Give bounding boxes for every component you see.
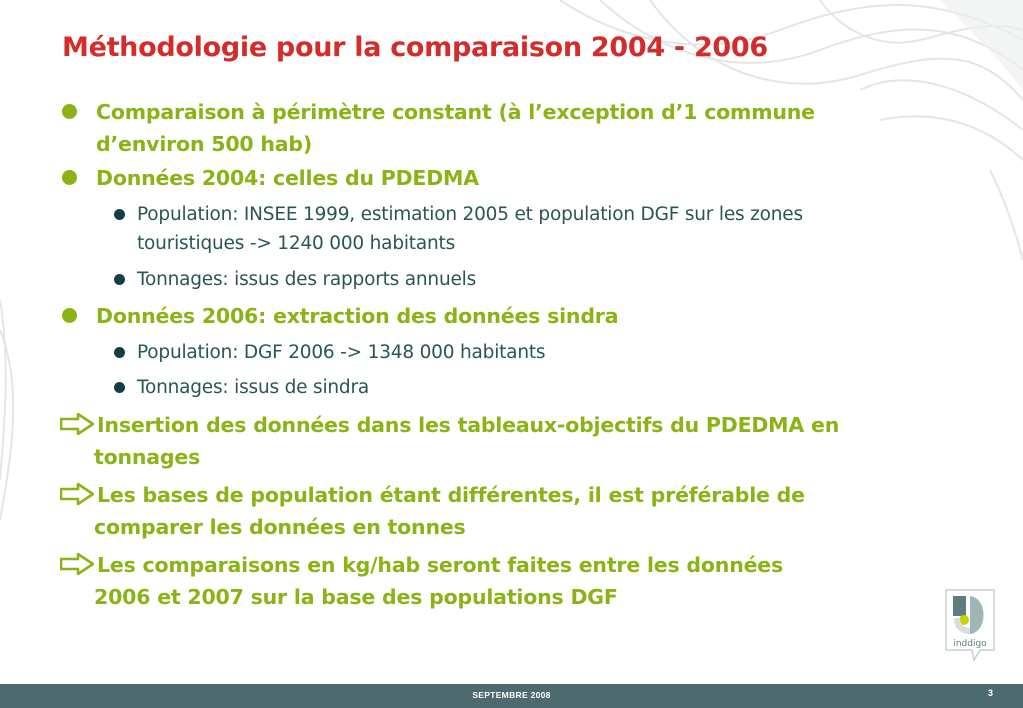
- list-item: [137, 200, 977, 258]
- list-item-line: 2006 et 2007 sur la base des populations DGF: [94, 585, 618, 609]
- list-item-line: touristiques -> 1240 000 habitants: [137, 233, 456, 254]
- list-item: [60, 549, 960, 613]
- list-item-line: Population: DGF 2006 -> 1348 000 habitants: [137, 342, 546, 363]
- bullet-icon: [62, 104, 77, 119]
- list-item-line: Comparaison à périmètre constant (à l’exception d’1 commune: [96, 100, 815, 124]
- list-item: [96, 300, 976, 332]
- list-item-line: Population: INSEE 1999, estimation 2005 et population DGF sur les zones: [137, 204, 803, 225]
- list-item: [96, 96, 976, 160]
- list-item-line: Les comparaisons en kg/hab seront faites entre les données: [97, 553, 783, 577]
- bullet-icon: [114, 347, 125, 358]
- list-item-line: Tonnages: issus de sindra: [137, 377, 369, 398]
- list-item-line: Tonnages: issus des rapports annuels: [137, 269, 477, 290]
- right-arrow-icon: [60, 483, 94, 505]
- list-item: [60, 479, 960, 543]
- list-item-line: Données 2006: extraction des données sindra: [96, 304, 619, 328]
- list-item: [137, 373, 977, 402]
- right-arrow-icon: [60, 413, 94, 435]
- list-item: [137, 338, 977, 367]
- list-item: [96, 162, 976, 194]
- bullet-icon: [62, 170, 77, 185]
- bullet-icon: [114, 274, 125, 285]
- list-item-line: tonnages: [94, 445, 201, 469]
- inddigo-logo: [944, 588, 996, 662]
- bullet-icon: [114, 209, 125, 220]
- list-item: [137, 265, 977, 294]
- list-item-line: Données 2004: celles du PDEDMA: [96, 166, 479, 190]
- list-item-line: Les bases de population étant différentes, il est préférable de: [97, 483, 805, 507]
- list-item-line: Insertion des données dans les tableaux-objectifs du PDEDMA en: [97, 413, 840, 437]
- logo-text: inddigo: [953, 639, 987, 649]
- list-item: [60, 409, 960, 473]
- list-item-line: d’environ 500 hab): [96, 132, 313, 156]
- list-item-line: comparer les données en tonnes: [94, 515, 466, 539]
- bullet-icon: [114, 382, 125, 393]
- footer-bar: [0, 684, 1023, 708]
- footer-date: SEPTEMBRE 2008: [472, 690, 551, 700]
- slide-title: Méthodologie pour la comparaison 2004 - 2006: [62, 32, 768, 63]
- page-number: 3: [987, 688, 993, 698]
- bullet-icon: [62, 308, 77, 323]
- right-arrow-icon: [60, 553, 94, 575]
